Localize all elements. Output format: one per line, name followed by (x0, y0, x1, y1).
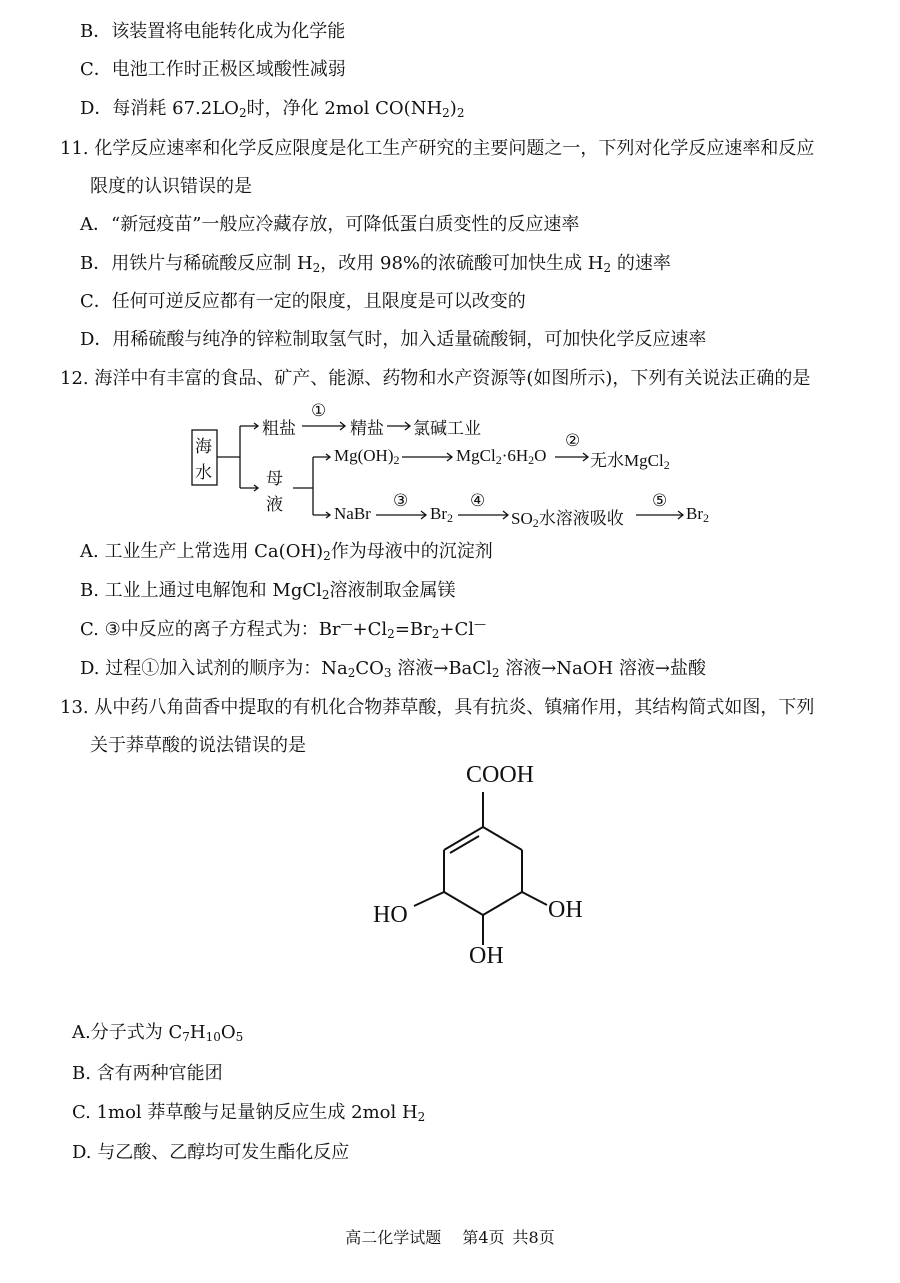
q11-stem-line1: 11. 化学反应速率和化学反应限度是化工生产研究的主要问题之一，下列对化学反应速率和反应 (60, 138, 815, 159)
mother-liquor-label-2: 液 (266, 495, 283, 514)
chlor-alkali-label: 氯碱工业 (413, 419, 481, 438)
q11-stem-line2: 限度的认识错误的是 (90, 176, 252, 197)
page-footer (0, 1225, 900, 1248)
step-5-label: ⑤ (652, 491, 668, 510)
oh-right-label: OH (548, 897, 583, 923)
ho-left-label: HO (373, 902, 408, 928)
q11-option-a: A．“新冠疫苗”一般应冷藏存放，可降低蛋白质变性的反应速率 (80, 214, 580, 235)
br2-final-label: $Br_2$ (686, 504, 709, 525)
q12-option-a: A. 工业生产上常选用 $Ca(OH)_2$作为母液中的沉淀剂 (80, 541, 493, 563)
q11-option-b: B．用铁片与稀硫酸反应制 $H_2$，改用 98%的浓硫酸可加快生成 $H_2$ 的速率 (80, 253, 671, 275)
oh-bottom-label: OH (469, 943, 504, 969)
q11-option-d: D．用稀硫酸与纯净的锌粒制取氢气时，加入适量硫酸铜，可加快化学反应速率 (80, 329, 707, 350)
step-2-label: ② (565, 431, 581, 450)
refined-salt-label: 精盐 (350, 419, 384, 438)
anhydrous-mgcl2-label: 无水MgCl$_2$ (590, 451, 670, 472)
footer-title: 高二化学试题 (345, 1228, 442, 1247)
q13-stem-line1: 13. 从中药八角茴香中提取的有机化合物莽草酸，具有抗炎、镇痛作用，其结构简式如图，下列 (60, 697, 815, 718)
nabr-label: NaBr (334, 504, 371, 523)
mother-liquor-label-1: 母 (266, 469, 283, 488)
q12-stem: 12. 海洋中有丰富的食品、矿产、能源、药物和水产资源等(如图所示)，下列有关说法正确的是 (60, 368, 811, 389)
seawater-label-2: 水 (195, 463, 212, 482)
q10-option-d: D．每消耗 $67.2LO_2$时，净化 2mol $CO(NH_2)_2$ (80, 98, 465, 120)
q13-option-b: B. 含有两种官能团 (72, 1063, 223, 1084)
q12-option-d: D. 过程①加入试剂的顺序为：$Na_2CO_3$ 溶液→BaCl$_2$ 溶液→NaOH 溶液→盐酸 (80, 658, 707, 680)
q10-option-b: B．该装置将电能转化成为化学能 (80, 21, 346, 42)
crude-salt-label: 粗盐 (262, 419, 296, 438)
mgcl2-hydrate-label: $MgCl_2\cdot 6H_2O$ (456, 446, 547, 467)
q11-option-c: C．任何可逆反应都有一定的限度，且限度是可以改变的 (80, 291, 526, 312)
mgoh2-label: $Mg(OH)_2$ (334, 446, 400, 467)
q13-stem-line2: 关于莽草酸的说法错误的是 (90, 735, 306, 756)
q12-option-c: C. ③中反应的离子方程式为：$Br^—+Cl_2=Br_2+Cl^—$ (80, 617, 486, 641)
br2-first-label: $Br_2$ (430, 504, 453, 525)
step-3-label: ③ (393, 491, 409, 510)
seawater-label-1: 海 (195, 437, 212, 456)
q10-option-c: C．电池工作时正极区域酸性减弱 (80, 59, 346, 80)
footer-page: 第4页 (462, 1228, 505, 1247)
q13-option-c: C. 1mol 莽草酸与足量钠反应生成 2mol $H_2$ (72, 1102, 426, 1124)
q13-option-a: A.分子式为 $C_7H_{10}O_5$ (72, 1022, 244, 1044)
footer-total: 共8页 (512, 1228, 555, 1247)
step-4-label: ④ (470, 491, 486, 510)
so2-absorb-label: $SO_2$水溶液吸收 (511, 509, 624, 530)
step-1-label: ① (311, 401, 327, 420)
cooh-label: COOH (466, 762, 535, 788)
q13-option-d: D. 与乙酸、乙醇均可发生酯化反应 (72, 1142, 350, 1163)
q12-option-b: B. 工业上通过电解饱和 MgCl$_2$溶液制取金属镁 (80, 580, 456, 602)
